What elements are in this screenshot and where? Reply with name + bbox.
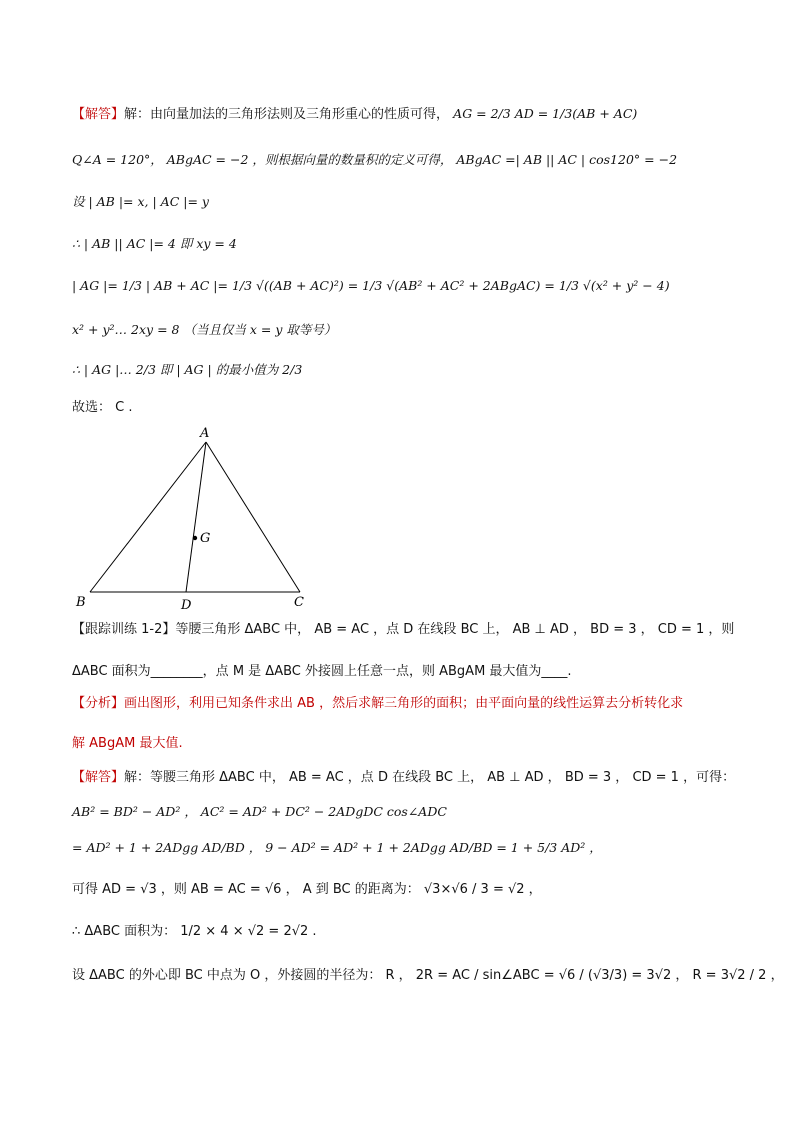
answer2-text: 解：等腰三角形 ΔABC 中， AB = AC ，点 D 在线段 BC 上， AB ⊥ AD ， BD = 3 ， CD = 1 ，可得： (124, 770, 736, 785)
edge-ac (206, 442, 300, 592)
analysis-line-1 (72, 694, 683, 714)
answer2-line-1 (72, 768, 735, 788)
area-line: ∴ ΔABC 面积为： 1/2 × 4 × √2 = 2√2 . (72, 924, 317, 939)
set-xy-line: 设 | AB |= x, | AC |= y (72, 194, 209, 209)
analysis-text: 画出图形，利用已知条件求出 AB ，然后求解三角形的面积；由平面向量的线性运算去分析转化求 (124, 696, 684, 711)
analysis-tag: 【分析】 (72, 696, 125, 711)
ag-magnitude-line: | AG |= 1/3 | AB + AC |= 1/3 √((AB + AC)²) = 1/3 √(AB² + AC² + 2ABgAC) = 1/3 √(x² + y² − 4) (72, 278, 670, 293)
choice-line: 故选： C . (72, 400, 133, 415)
answer-tag: 【解答】 (72, 107, 125, 122)
answer-line-1 (72, 104, 637, 125)
ad-value-line: 可得 AD = √3 ，则 AB = AC = √6 ， A 到 BC 的距离为： √3×√6 / 3 = √2 ， (72, 882, 542, 897)
label-g: G (200, 531, 211, 546)
exercise-line-1: 【跟踪训练 1-2】等腰三角形 ΔABC 中， AB = AC ，点 D 在线段 BC 上， AB ⊥ AD ， BD = 3 ， CD = 1 ，则 (72, 622, 735, 637)
exercise-line-2: ΔABC 面积为________，点 M 是 ΔABC 外接圆上任意一点，则 ABgAM 最大值为____. (72, 664, 572, 679)
angle-line: Q∠A = 120°， ABgAC = −2 ，则根据向量的数量积的定义可得， ABgAC =| AB || AC | cos120° = −2 (72, 152, 678, 167)
label-d: D (181, 598, 192, 613)
law-of-cosines-line: AB² = BD² − AD² ， AC² = AD² + DC² − 2ADgDC cos∠ADC (72, 804, 447, 819)
label-a: A (200, 426, 210, 441)
answer2-tag: 【解答】 (72, 770, 125, 785)
xy-equals-line: ∴ | AB || AC |= 4 即 xy = 4 (72, 236, 237, 251)
circumradius-line: 设 ΔABC 的外心即 BC 中点为 O ，外接圆的半径为： R ， 2R = AC / sin∠ABC = √6 / (√3/3) = 3√2 ， R = 3√2 / 2 ， (72, 968, 784, 983)
analysis-line-2: 解 ABgAM 最大值. (72, 736, 183, 751)
triangle-diagram (70, 420, 330, 618)
point-g (193, 536, 197, 540)
label-c: C (294, 595, 304, 610)
equation-line: = AD² + 1 + 2ADgg AD/BD ， 9 − AD² = AD² + 1 + 2ADgg AD/BD = 1 + 5/3 AD² ， (72, 840, 602, 855)
inequality-line: x² + y²… 2xy = 8 （当且仅当 x = y 取等号） (72, 322, 337, 337)
min-value-line: ∴ | AG |… 2/3 即 | AG | 的最小值为 2/3 (72, 362, 303, 377)
formula-ag: AG = 2/3 AD = 1/3(AB + AC) (453, 106, 638, 121)
answer-text-1: 解：由向量加法的三角形法则及三角形重心的性质可得， (124, 107, 450, 122)
label-b: B (76, 595, 86, 610)
